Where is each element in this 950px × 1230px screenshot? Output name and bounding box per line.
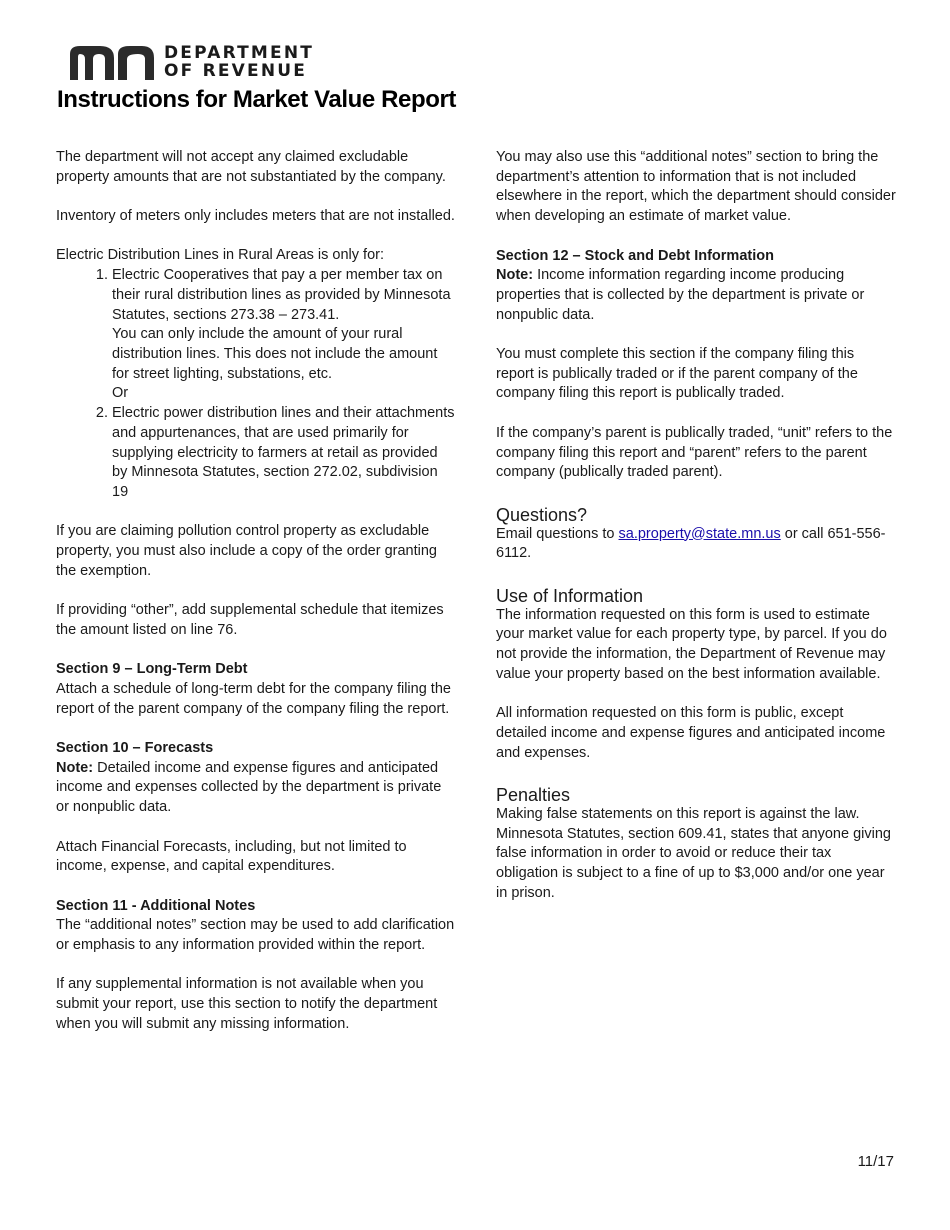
logo-text xyxy=(164,44,314,80)
section-12-para-2: You must complete this section if the company filing this report is publically traded or if the parent company of the company filing this report is publically traded. xyxy=(496,346,858,402)
section-12-heading: Section 12 – Stock and Debt Information xyxy=(496,247,774,264)
mn-logo-icon xyxy=(70,44,158,82)
list-item-text: Electric Cooperatives that pay a per member tax on their rural distribution lines as provided by Minnesota Statutes, sections 273.38 – 273.41. xyxy=(112,267,451,323)
list-item xyxy=(112,266,456,404)
email-link[interactable]: sa.property@state.mn.us xyxy=(618,525,781,542)
list-item-subtext: You can only include the amount of your rural distribution lines. This does not include the amount for street lighting, substations, etc. xyxy=(112,326,438,382)
logo-line-1: DEPARTMENT xyxy=(164,43,315,63)
left-column xyxy=(56,148,456,1054)
section-11-heading: Section 11 - Additional Notes xyxy=(56,897,256,914)
penalties-heading: Penalties xyxy=(496,784,571,805)
note-label: Note: xyxy=(56,759,94,776)
mn-revenue-logo xyxy=(70,44,320,82)
section-12-note xyxy=(496,266,896,325)
section-9-body: Attach a schedule of long-term debt for the company filing the report of the parent company of the company filing the report. xyxy=(56,680,451,717)
page-number: 11/17 xyxy=(857,1153,894,1170)
right-column xyxy=(496,148,896,923)
note-text: Income information regarding income producing properties that is collected by the department is private or nonpublic data. xyxy=(496,267,865,323)
section-10-note xyxy=(56,759,456,818)
paragraph-pollution: If you are claiming pollution control property as excludable property, you must also include a copy of the order granting the exemption. xyxy=(56,523,437,579)
note-text: Detailed income and expense figures and anticipated income and expenses collected by the department is private or nonpublic data. xyxy=(56,759,442,816)
section-11-para-1: The “additional notes” section may be used to add clarification or emphasis to any information provided within the report. xyxy=(56,917,455,953)
paragraph-rural-lines: Electric Distribution Lines in Rural Areas is only for: xyxy=(56,247,384,264)
use-of-information-para-1: The information requested on this form is used to estimate your market value for each property type, by parcel. If you do not provide the information, the Department of Revenue may value your property based on the best information available. xyxy=(496,606,887,682)
questions-pre: Email questions to xyxy=(496,525,619,542)
questions-heading: Questions? xyxy=(496,504,588,525)
page-title: Instructions for Market Value Report xyxy=(57,86,457,113)
penalties-body: Making false statements on this report is against the law. Minnesota Statutes, section 609.41, states that anyone giving false information in order to avoid or reduce their tax obligation is subject to a fine of up to $3,000 and/or one year in prison. xyxy=(496,805,891,901)
list-item-or: Or xyxy=(112,385,129,402)
section-11-para-2: If any supplemental information is not available when you submit your report, use this section to notify the department when you will submit any missing information. xyxy=(56,976,438,1032)
section-12-para-3: If the company’s parent is publically traded, “unit” refers to the company filing this report and “parent” refers to the parent company (publically traded parent). xyxy=(496,424,893,481)
paragraph-excludable: The department will not accept any claimed excludable property amounts that are not substantiated by the company. xyxy=(56,149,446,185)
questions-body xyxy=(496,525,896,564)
paragraph-meters: Inventory of meters only includes meters that are not installed. xyxy=(56,208,455,225)
logo-line-2: OF REVENUE xyxy=(164,61,308,81)
use-of-information-heading: Use of Information xyxy=(496,585,644,606)
rural-lines-list xyxy=(56,266,456,502)
list-item: 2. Electric power distribution lines and their attachments and appurtenances, that are used primarily for supplying electricity to farmers at retail as provided by Minnesota Statutes, section 272.02, subdivision 19 xyxy=(112,404,456,503)
paragraph-other: If providing “other”, add supplemental schedule that itemizes the amount listed on line 76. xyxy=(56,602,444,638)
section-11-para-3: You may also use this “additional notes” section to bring the department’s attention to information that is not included elsewhere in the report, which the department should consider when developing an estimate of market value. xyxy=(496,149,896,225)
section-10-heading: Section 10 – Forecasts xyxy=(56,740,214,756)
section-10-body: Attach Financial Forecasts, including, but not limited to income, expense, and capital expenditures. xyxy=(56,838,407,875)
questions-post: or call 651-556-6112. xyxy=(496,525,886,562)
section-9-heading: Section 9 – Long-Term Debt xyxy=(56,661,248,678)
note-label: Note: xyxy=(496,267,534,284)
use-of-information-para-2: All information requested on this form is public, except detailed income and expense figures and anticipated income and expenses. xyxy=(496,705,886,761)
